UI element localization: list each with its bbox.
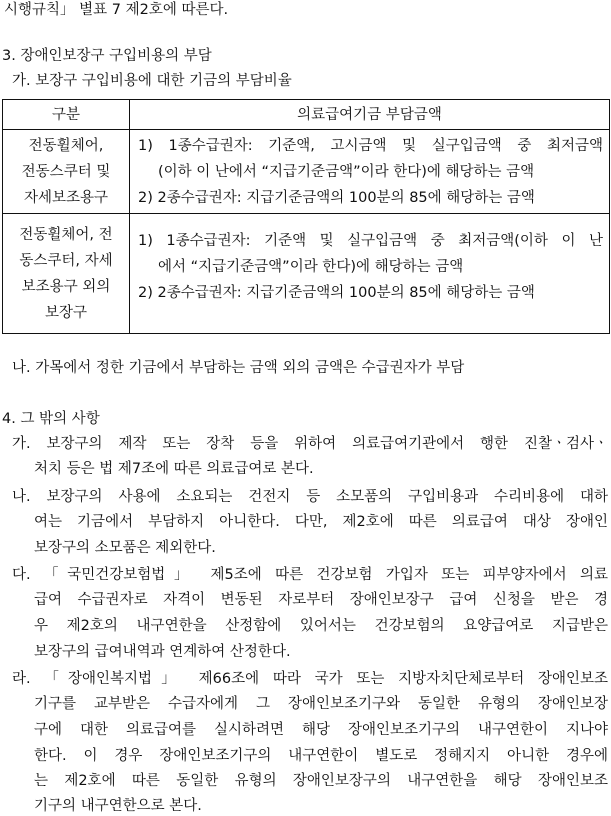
category-line: 보조용구 외의	[21, 278, 111, 295]
section-4-heading: 4. 그 밖의 사항	[2, 411, 100, 427]
category-line: 보장구	[44, 304, 88, 321]
section-4-item-da-line: 급여 수급권자로 자격이 변동된 자로부터 장애인보장구 급여 신청을 받은 경	[34, 592, 608, 608]
section-4-item-da-line: 다. 「국민건강보험법」 제5조에 따른 건강보험 가입자 또는 피부양자에서 의료	[12, 567, 608, 583]
amount-line: 1) 1종수급권자: 기준액, 고시금액 및 실구입금액 중 최저금액	[138, 137, 603, 154]
section-4-item-na-line: 나. 보장구의 사용에 소요되는 건전지 등 소모품의 구입비용과 수리비용에 대하	[12, 489, 608, 505]
amount-line: 2) 2종수급권자: 지급기준금액의 100분의 85에 해당하는 금액	[138, 189, 535, 206]
category-line: 전동휠체어, 전	[19, 226, 113, 243]
table-cell-category	[3, 214, 130, 334]
category-line: 전동휠체어,	[28, 137, 104, 154]
amount-line: (이하 이 난에서 “지급기준금액”이라 한다)에 해당하는 금액	[158, 163, 535, 180]
category-line: 자세보조용구	[23, 189, 109, 206]
section-3-heading: 3. 장애인보장구 구입비용의 부담	[2, 48, 212, 64]
section-4-item-ra-line: 한다. 이 경우 장애인보조기구의 내구연한이 별도로 정해지지 아니한 경우에	[34, 748, 608, 764]
cost-share-table	[2, 99, 610, 334]
section-4-item-da-line: 보장구의 급여내역과 연계하여 산정한다.	[34, 644, 291, 660]
amount-line: 1) 1종수급권자: 기준액 및 실구입금액 중 최저금액(이하 이 난	[138, 233, 603, 249]
table-cell-amount	[130, 214, 610, 334]
section-4-item-na-line: 여는 기금에서 부담하지 아니한다. 다만, 제2호에 따른 의료급여 대상 장애인	[34, 514, 608, 530]
section-4-item-ra-line: 기구를 교부받은 수급자에게 그 장애인보조기구와 동일한 유형의 장애인보장	[34, 696, 608, 712]
amount-line: 에서 “지급기준금액”이라 한다)에 해당하는 금액	[158, 259, 464, 275]
category-line: 전동스쿠터 및	[21, 163, 111, 180]
top-line: 시행규칙」 별표 7 제2호에 따른다.	[4, 2, 229, 18]
table-header-row	[3, 100, 610, 130]
table-header-amount: 의료급여기금 부담금액	[130, 100, 610, 130]
table-row	[3, 214, 610, 334]
section-4-item-da-line: 우 제2호의 내구연한을 산정함에 있어서는 건강보험의 요양급여로 지급받은	[34, 618, 608, 634]
section-3-item-ga: 가. 보장구 구입비용에 대한 기금의 부담비율	[12, 73, 292, 89]
section-4-item-na-line: 보장구의 소모품은 제외한다.	[34, 540, 216, 556]
table-cell-category	[3, 130, 130, 214]
section-4-item-ga-line: 가. 보장구의 제작 또는 장착 등을 위하여 의료급여기관에서 행한 진찰ㆍ검사ㆍ	[12, 436, 608, 452]
section-3-item-na: 나. 가목에서 정한 기금에서 부담하는 금액 외의 금액은 수급권자가 부담	[12, 360, 465, 376]
category-line: 동스쿠터, 자세	[19, 252, 113, 269]
section-4-item-ra-line: 기구의 내구연한으로 본다.	[34, 798, 202, 814]
section-4-item-ra-line: 구에 대한 의료급여를 실시하려면 해당 장애인보조기구의 내구연한이 지나야	[34, 722, 608, 738]
table-cell-amount	[130, 130, 610, 214]
amount-line: 2) 2종수급권자: 지급기준금액의 100분의 85에 해당하는 금액	[138, 285, 535, 301]
table-row	[3, 130, 610, 214]
section-4-item-ra-line: 라. 「장애인복지법」 제66조에 따라 국가 또는 지방자치단체로부터 장애인보조	[12, 671, 608, 687]
table-header-category: 구분	[3, 100, 130, 130]
section-4-item-ra-line: 는 제2호에 따른 동일한 유형의 장애인보장구의 내구연한을 해당 장애인보조	[34, 773, 608, 789]
section-4-item-ga-line: 처치 등은 법 제7조에 따른 의료급여로 본다.	[34, 461, 314, 477]
